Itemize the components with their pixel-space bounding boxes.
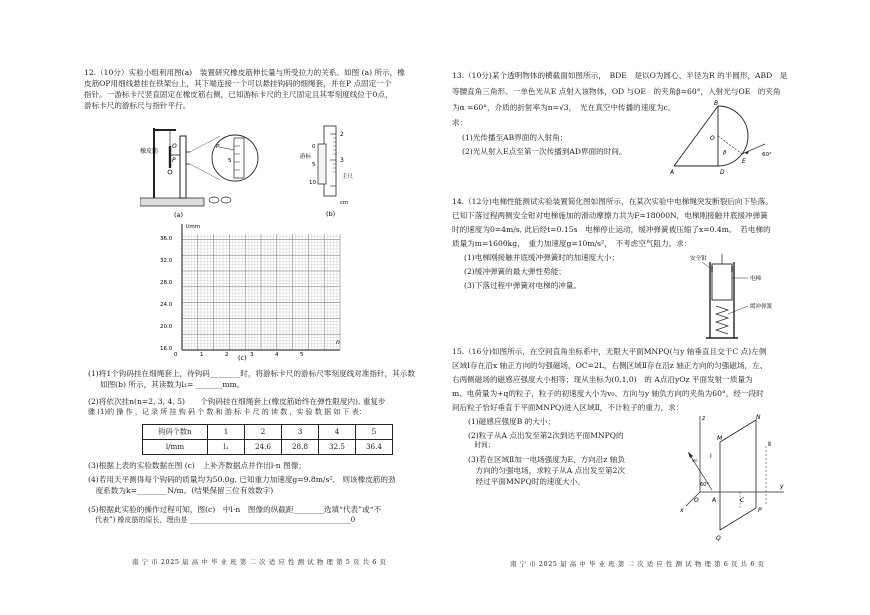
x-tick-label: 2 xyxy=(225,352,229,358)
svg-text:5: 5 xyxy=(228,158,232,164)
label-a: A xyxy=(670,169,675,176)
table-cell: 32.5 xyxy=(319,440,356,455)
q12-sub4-line: 度系数为k=________N/m。(结果保留三位有效数字) xyxy=(88,486,274,495)
label-n: N xyxy=(756,414,761,421)
q13-line: (2)光从射入E点至第一次传播到AD界面的时间。 xyxy=(462,147,627,156)
y-unit-label: l/mm xyxy=(186,224,201,230)
figure-a-caption: (a) xyxy=(174,211,184,219)
q13-line: 等腰直角三角形。一单色光从E 点射入该物体，OD 与OE 的夹角β=60°，入射光与OE 的夹角 xyxy=(452,87,781,96)
vernier-tick-5: 5 xyxy=(312,162,316,168)
label-rubber-band: 橡皮筋 xyxy=(140,148,159,155)
table-cell: 28.8 xyxy=(282,440,319,455)
q12-sub5-line: (5)根据此实验的操作过程可知，图(c) 中l-n 图像的纵截距________选填“代表”或“不 xyxy=(88,505,382,514)
q12-sub5 xyxy=(88,504,381,525)
q13-line: (1)光传播至AB界面的入射角； xyxy=(462,133,568,142)
q13-line: 求： xyxy=(452,118,468,127)
q15-sub: (3)若在区域Ⅱ加一电场强度为E、方向沿z 轴负 xyxy=(468,454,625,464)
table-row xyxy=(143,440,393,455)
vernier-tick-10: 10 xyxy=(309,180,316,186)
label-o: O xyxy=(710,135,715,142)
q15-line: 右两侧磁场的磁感应强度大小相等；现从坐标为(0,1,0) 的 A点沿yOz 平面发射一质量为 xyxy=(452,375,753,384)
grid-lines xyxy=(182,234,340,350)
q12-intro xyxy=(84,67,405,111)
q15-line: 间后粒子恰好垂直于平面MNPQ)进入区域Ⅱ，不计粒子的重力，求： xyxy=(452,403,684,412)
label-c: C xyxy=(740,497,745,504)
q14-sub: (2)缓冲弹簧的最大弹性势能； xyxy=(464,267,566,276)
figure-c-grid xyxy=(160,222,348,362)
table-cell: l₁ xyxy=(208,440,245,455)
table-cell: 36.4 xyxy=(356,440,393,455)
main-tick-2: 2 xyxy=(340,131,344,138)
table-cell: 24.6 xyxy=(245,440,282,455)
label-q: Q xyxy=(716,535,721,542)
y-tick-label: 24.0 xyxy=(160,302,173,308)
q12-sub3: (3)根据上表的实验数据在图 (c) 上补齐数据点并作出l-n 图像； xyxy=(88,461,306,470)
q12-line: 皮筋OP用细线悬挂在铁架台上，其下端连接一个可以悬挂钩码的细绳套，并在P 点固定一个 xyxy=(84,79,392,88)
label-p: P xyxy=(758,507,762,514)
table-cell: 2 xyxy=(245,425,282,440)
left-footer: 南 宁 市 2025 届 高 中 毕 业 班 第 二 次 适 应 性 测 试 物 理 第 5 页 共 6 页 xyxy=(132,558,387,566)
label-main-scale: 主尺 xyxy=(342,174,354,180)
q12-sub1 xyxy=(88,368,415,390)
label-spring: 缓冲弹簧 xyxy=(750,304,773,310)
label-cm: cm xyxy=(340,200,349,206)
q15-figure xyxy=(680,412,790,548)
label-m: M xyxy=(717,435,723,442)
data-table xyxy=(142,424,393,455)
x-unit-label: n xyxy=(336,339,340,346)
label-z: z xyxy=(702,415,706,422)
q15-sub: (2)粒子从A 点出发至第2次到达平面MNPQ的 xyxy=(468,431,624,440)
q14-sub: (1)电梯刚接触井底缓冲弹簧时的加速度大小； xyxy=(464,253,620,262)
y-tick-label: 32.0 xyxy=(160,258,173,264)
q15-sub: 经过平面MNPQ时的速度大小。 xyxy=(468,476,585,486)
label-elevator: 电梯 xyxy=(750,276,762,282)
right-footer: 南 宁 市 2025 届 高 中 毕 业 班 第 二 次 适 应 性 测 试 物 理 第 6 页 共 6 页 xyxy=(510,560,765,568)
q13-figure xyxy=(670,100,790,178)
label-o: O xyxy=(172,143,177,150)
q14-line: 时的速度为0=4m/s, 此后经t=0.15s 电梯停止运动，缓冲弹簧被压缩了x=0.4m。 若电梯的 xyxy=(452,225,771,234)
label-d: D xyxy=(720,169,725,176)
q12-line: 指针。一游标卡尺竖直固定在橡皮筋右侧，已知游标卡尺的主尺固定且其零刻度线位于0点， xyxy=(84,90,393,99)
label-region-1: Ⅰ xyxy=(710,453,712,460)
table-cell: 钩码个数n xyxy=(143,425,208,440)
q12-sub4 xyxy=(88,474,396,496)
q15-line: 区域Ⅰ存在沿x 轴正方向的匀强磁场，OC=2L，右侧区域Ⅱ存在沿z 轴正方向的匀强磁场，左、 xyxy=(452,361,768,370)
q12-line: 12.（10分）实验小组利用图(a) 装置研究橡皮筋伸长量与所受拉力的关系。如图 (a) 所示，橡 xyxy=(84,68,405,77)
q15-sub: 时间； xyxy=(468,441,495,449)
label-region-2: Ⅱ xyxy=(768,441,771,448)
q12-sub4-line: (4)若用天平测得每个钩码的质量均为50.0g, 已知重力加速度g=9.8m/s², 则该橡皮筋的劲 xyxy=(88,475,396,484)
q14-line: 质量为m=1600kg， 重力加速度g=10m/s²， 不考虑空气阻力。求： xyxy=(452,239,692,248)
x-tick-label: 4 xyxy=(275,352,279,358)
figure-c-caption: (c) xyxy=(238,354,247,362)
label-o: O xyxy=(694,497,699,504)
label-vernier: 游标 xyxy=(300,154,312,160)
q15-sub: (1)磁感应强度B 的大小； xyxy=(468,417,556,426)
label-angle-60: 60° xyxy=(700,482,709,488)
q12-sub1-line: 如图(b) 所示，其读数为l₁= _______mm。 xyxy=(100,380,245,389)
q12-sub2-line: (2)将依次挂n(n=2, 3, 4, 5) 个钩码挂在细绳套上(橡皮筋始终在弹性限度内), 重复步 xyxy=(88,397,386,406)
q13-line: 为α =60°，介质的折射率为n=√3， 光在真空中传播的速度为c。 xyxy=(452,103,676,112)
table-cell: l/mm xyxy=(143,440,208,455)
label-a: A xyxy=(712,497,717,504)
figure-b-vernier xyxy=(300,124,360,220)
q13-line: 13.（10分)某个透明物体的横截面如图所示， BDE 是以O为圆心、半径为R 的半圆形，ABD 是 xyxy=(452,71,788,80)
q14-line: 14.（12分)电梯性能测试实验装置简化图如图所示，在某次实验中电梯绳突发断裂后向下坠落。 xyxy=(452,197,773,206)
label-p: P xyxy=(172,157,176,164)
label-beta: β xyxy=(723,150,727,156)
table-cell: 4 xyxy=(319,425,356,440)
label-y: y xyxy=(780,483,784,490)
label-v0: v₀ xyxy=(692,458,698,464)
x-tick-label: 5 xyxy=(300,352,304,358)
figure-a-apparatus xyxy=(140,122,260,222)
y-tick-label: 36.0 xyxy=(160,236,173,242)
q12-sub2 xyxy=(88,396,386,417)
origin-label: 0 xyxy=(174,352,178,358)
y-tick-label: 16.0 xyxy=(160,346,173,352)
x-tick-label: 3 xyxy=(250,352,254,358)
q12-sub1-line: (1)将1个钩码挂在细绳套上，待钩码________时，将游标卡尺的游标尺零刻度线对准指针，其示数 xyxy=(88,369,415,378)
q15-line: m、电荷量为+q的粒子，粒子的初速度大小为v₀、方向与y 轴负方向的夹角为60°，经一段时 xyxy=(452,389,764,398)
x-tick-label: 1 xyxy=(200,352,204,358)
q12-sub5-line: 代表”) 橡皮筋的原长，理由是 ______________________________________________0 xyxy=(88,516,356,524)
main-tick-3: 3 xyxy=(340,157,344,164)
table-cell: 3 xyxy=(282,425,319,440)
table-cell: 5 xyxy=(356,425,393,440)
q12-line: 游标卡尺的游标尺与指针平行。 xyxy=(84,101,191,110)
q12-sub2-line: 骤 (1)的 操 作 ，记 录 所 挂 钩 码 个 数 和 游 标 卡 尺 的 读 数 ，实 验 数 据 如 下 表： xyxy=(88,408,366,416)
y-tick-label: 20.0 xyxy=(160,324,173,330)
label-angle: 60° xyxy=(762,152,772,158)
table-cell: 1 xyxy=(208,425,245,440)
q14-figure xyxy=(690,254,800,342)
label-e: E xyxy=(742,158,746,165)
q15-sub: 方向的匀强电场，求粒子从A 点出发至第2次 xyxy=(468,465,626,475)
q14-sub: (3)下落过程中弹簧对电梯的冲量。 xyxy=(464,281,582,290)
svg-text:P: P xyxy=(216,144,220,150)
table-row xyxy=(143,425,393,440)
label-x: x xyxy=(680,507,684,514)
y-tick-label: 28.0 xyxy=(160,280,173,286)
q15-line: 15.（16分)如图所示，在空间直角坐标系中，无限大平面MNPQ(与y 轴垂直且交于C 点)左侧 xyxy=(452,347,767,356)
q14-line: 已知下落过程两侧安全钳对电梯施加的滑动摩擦力共为F=18000N，电梯刚接触井底缓冲弹簧 xyxy=(452,211,768,220)
vernier-tick-0: 0 xyxy=(312,144,316,150)
label-b: B xyxy=(714,100,719,107)
label-safety-gear: 安全钳 xyxy=(690,256,707,262)
figure-b-caption: (b) xyxy=(326,210,336,218)
